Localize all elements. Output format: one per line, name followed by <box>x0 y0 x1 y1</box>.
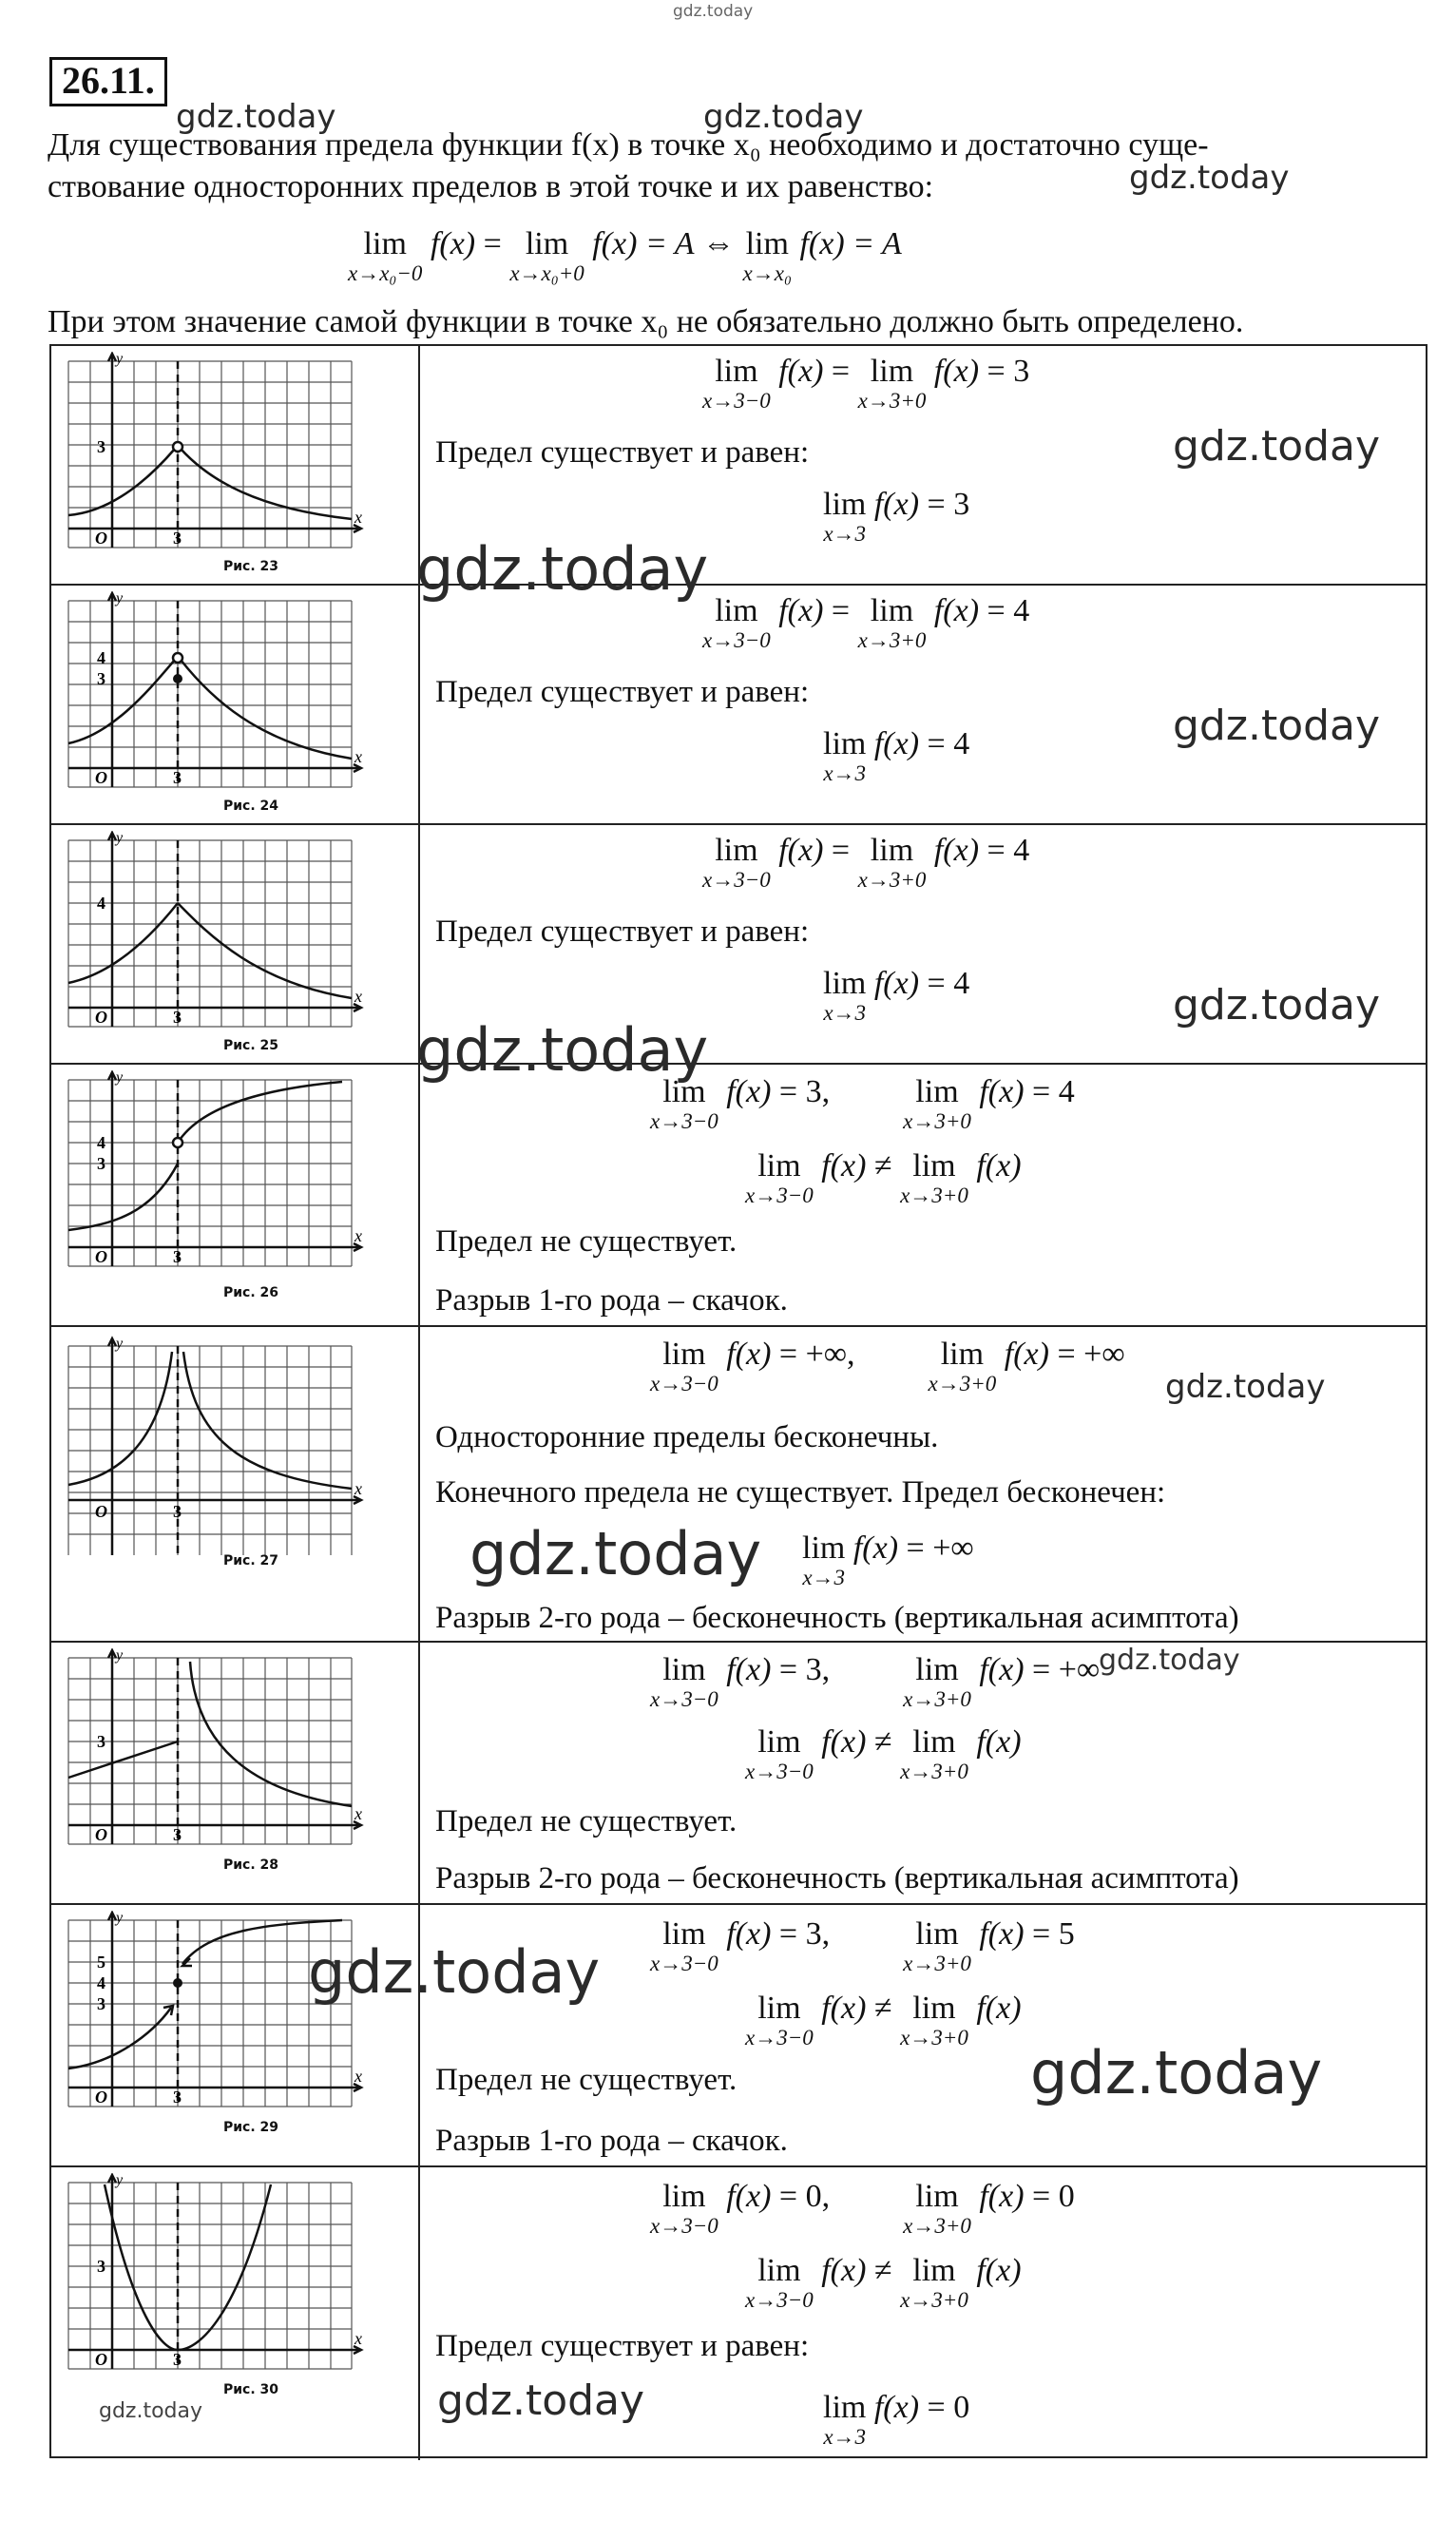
svg-text:3: 3 <box>97 2257 105 2276</box>
graph-fig-26 <box>57 1070 409 1308</box>
svg-text:3: 3 <box>173 1825 182 1844</box>
watermark: gdz.today <box>1165 1368 1326 1406</box>
svg-text:x: x <box>354 1479 362 1498</box>
main-formula: lim x→x₀−0 f(x) = lim x→x₀+0 f(x) = A ⇔ lim x→x₀ f(x) = A <box>348 226 902 285</box>
table-row <box>51 1065 1426 1327</box>
svg-text:x: x <box>354 747 362 766</box>
graph-fig-27 <box>57 1333 409 1618</box>
svg-text:x: x <box>354 2329 362 2348</box>
watermark: gdz.today <box>703 98 864 136</box>
solution-cell: lim x→3−0 f(x) = 3, lim x→3+0 f(x) = 5 lim x→3−0 f(x) ≠ lim x→3+0 f(x) Предел не существует. gdz.today Разрыв 1-го рода – скачок. <box>435 1916 1323 2158</box>
intro-line-1: Для существования предела функции f(x) в точке x₀ необходимо и достаточно суще- <box>48 127 1209 163</box>
svg-text:x: x <box>354 1226 362 1245</box>
table-row <box>51 1327 1426 1643</box>
watermark: gdz.today <box>1173 981 1381 1029</box>
watermark: gdz.today <box>308 1937 601 2007</box>
solutions-table <box>49 344 1427 2458</box>
solution-cell: lim x→3−0 f(x) = 3, lim x→3+0 f(x) = +∞ gdz.today lim x→3−0 f(x) ≠ lim x→3+0 f(x) Предел не существует. Разрыв 2-го рода – бесконечность (вертикальная асимптота) <box>435 1644 1240 1895</box>
solution-cell: lim x→3−0 f(x) = 3, lim x→3+0 f(x) = 4 lim x→3−0 f(x) ≠ lim x→3+0 f(x) Предел не существует. Разрыв 1-го рода – скачок. <box>435 1074 1075 1318</box>
figure-caption: Рис. 25 <box>222 1038 279 1053</box>
watermark: gdz.today <box>1099 1644 1240 1677</box>
watermark: gdz.today <box>469 1519 762 1588</box>
svg-text:3: 3 <box>173 2350 182 2369</box>
svg-text:y: y <box>116 1070 124 1086</box>
intro-line-2: ствование односторонних пределов в этой точке и их равенство: <box>48 169 934 204</box>
svg-text:3: 3 <box>173 1247 182 1266</box>
watermark: gdz.today <box>1129 159 1290 197</box>
watermark: gdz.today <box>1173 422 1381 471</box>
svg-text:4: 4 <box>97 1973 105 1992</box>
svg-text:y: y <box>116 2173 124 2188</box>
watermark: gdz.today <box>176 98 336 136</box>
axis-x-label: x <box>354 508 362 527</box>
svg-text:x: x <box>354 1804 362 1823</box>
svg-text:3: 3 <box>173 2088 182 2107</box>
solution-cell: lim x→3−0 f(x) = +∞, lim x→3+0 f(x) = +∞ gdz.today Односторонние пределы бесконечны. Конечного предела не существует. Предел бесконечен: gdz.today lim x→3 f(x) = +∞ Разрыв 2-го рода – бесконечность (вертикальная асимптота) <box>435 1337 1326 1635</box>
table-row <box>51 1905 1426 2167</box>
watermark-top: gdz.today <box>673 2 754 21</box>
solution-cell: lim x→3−0 f(x) = lim x→3+0 f(x) = 4 Предел существует и равен: lim x→3 f(x) = 4 gdz.today <box>435 833 1381 1029</box>
svg-text:4: 4 <box>97 894 105 913</box>
table-row <box>51 346 1426 586</box>
svg-text:O: O <box>95 768 107 787</box>
figure-caption: Рис. 29 <box>222 2120 279 2135</box>
svg-text:y: y <box>116 1648 124 1664</box>
svg-text:3: 3 <box>173 768 182 787</box>
svg-text:O: O <box>95 1008 107 1027</box>
svg-text:O: O <box>95 2350 107 2369</box>
svg-text:x: x <box>354 987 362 1006</box>
graph-fig-28 <box>57 1648 409 1886</box>
axis-y-label: y <box>116 352 124 367</box>
svg-text:3: 3 <box>173 1008 182 1027</box>
figure-caption: Рис. 24 <box>222 799 279 814</box>
figure-caption: Рис. 23 <box>222 559 279 574</box>
table-row <box>51 2167 1426 2460</box>
note-line: При этом значение самой функции в точке x₀ не обязательно должно быть определено. <box>48 304 1244 339</box>
solution-cell: lim x→3−0 f(x) = lim x→3+0 f(x) = 4 Предел существует и равен: lim x→3 f(x) = 4 gdz.today <box>435 593 1381 785</box>
svg-text:3: 3 <box>97 669 105 688</box>
graph-fig-30 <box>57 2173 409 2411</box>
svg-text:3: 3 <box>173 1502 182 1521</box>
svg-text:O: O <box>95 1825 107 1844</box>
problem-number: 26.11. <box>49 57 167 106</box>
svg-text:3: 3 <box>97 1154 105 1173</box>
svg-text:y: y <box>116 831 124 846</box>
figure-caption: Рис. 30 <box>222 2382 279 2397</box>
svg-text:3: 3 <box>97 1994 105 2013</box>
svg-text:4: 4 <box>97 648 105 667</box>
watermark: gdz.today <box>416 1015 709 1085</box>
figure-caption: Рис. 26 <box>222 1285 279 1300</box>
svg-text:5: 5 <box>97 1953 105 1972</box>
figure-caption: Рис. 28 <box>222 1857 279 1873</box>
svg-text:y: y <box>116 1336 124 1352</box>
svg-text:y: y <box>116 1911 124 1926</box>
svg-text:3: 3 <box>97 1732 105 1751</box>
svg-text:y: y <box>116 591 124 606</box>
svg-text:4: 4 <box>97 1133 105 1152</box>
watermark: gdz.today <box>1173 702 1381 750</box>
svg-text:x: x <box>354 2067 362 2086</box>
figure-caption: Рис. 27 <box>222 1553 279 1568</box>
table-row <box>51 1643 1426 1905</box>
watermark: gdz.today <box>99 2399 203 2423</box>
axis-origin: O <box>95 529 107 548</box>
solution-cell: lim x→3−0 f(x) = 0, lim x→3+0 f(x) = 0 lim x→3−0 f(x) ≠ lim x→3+0 f(x) Предел существует и равен: gdz.today lim x→3 f(x) = 0 <box>435 2179 1075 2449</box>
graph-fig-25 <box>57 831 409 1054</box>
table-row <box>51 586 1426 825</box>
watermark: gdz.today <box>1030 2038 1323 2107</box>
tick-y-3: 3 <box>97 437 105 456</box>
solution-cell: lim x→3−0 f(x) = lim x→3+0 f(x) = 3 Предел существует и равен: lim x→3 f(x) = 3 gdz.today <box>435 354 1381 546</box>
svg-text:O: O <box>95 2088 107 2107</box>
tick-x-3: 3 <box>173 529 182 548</box>
svg-text:O: O <box>95 1247 107 1266</box>
table-row <box>51 825 1426 1065</box>
graph-fig-24 <box>57 591 409 815</box>
graph-fig-23 <box>57 352 409 575</box>
watermark: gdz.today <box>437 2376 645 2425</box>
svg-text:O: O <box>95 1502 107 1521</box>
watermark: gdz.today <box>416 534 709 604</box>
